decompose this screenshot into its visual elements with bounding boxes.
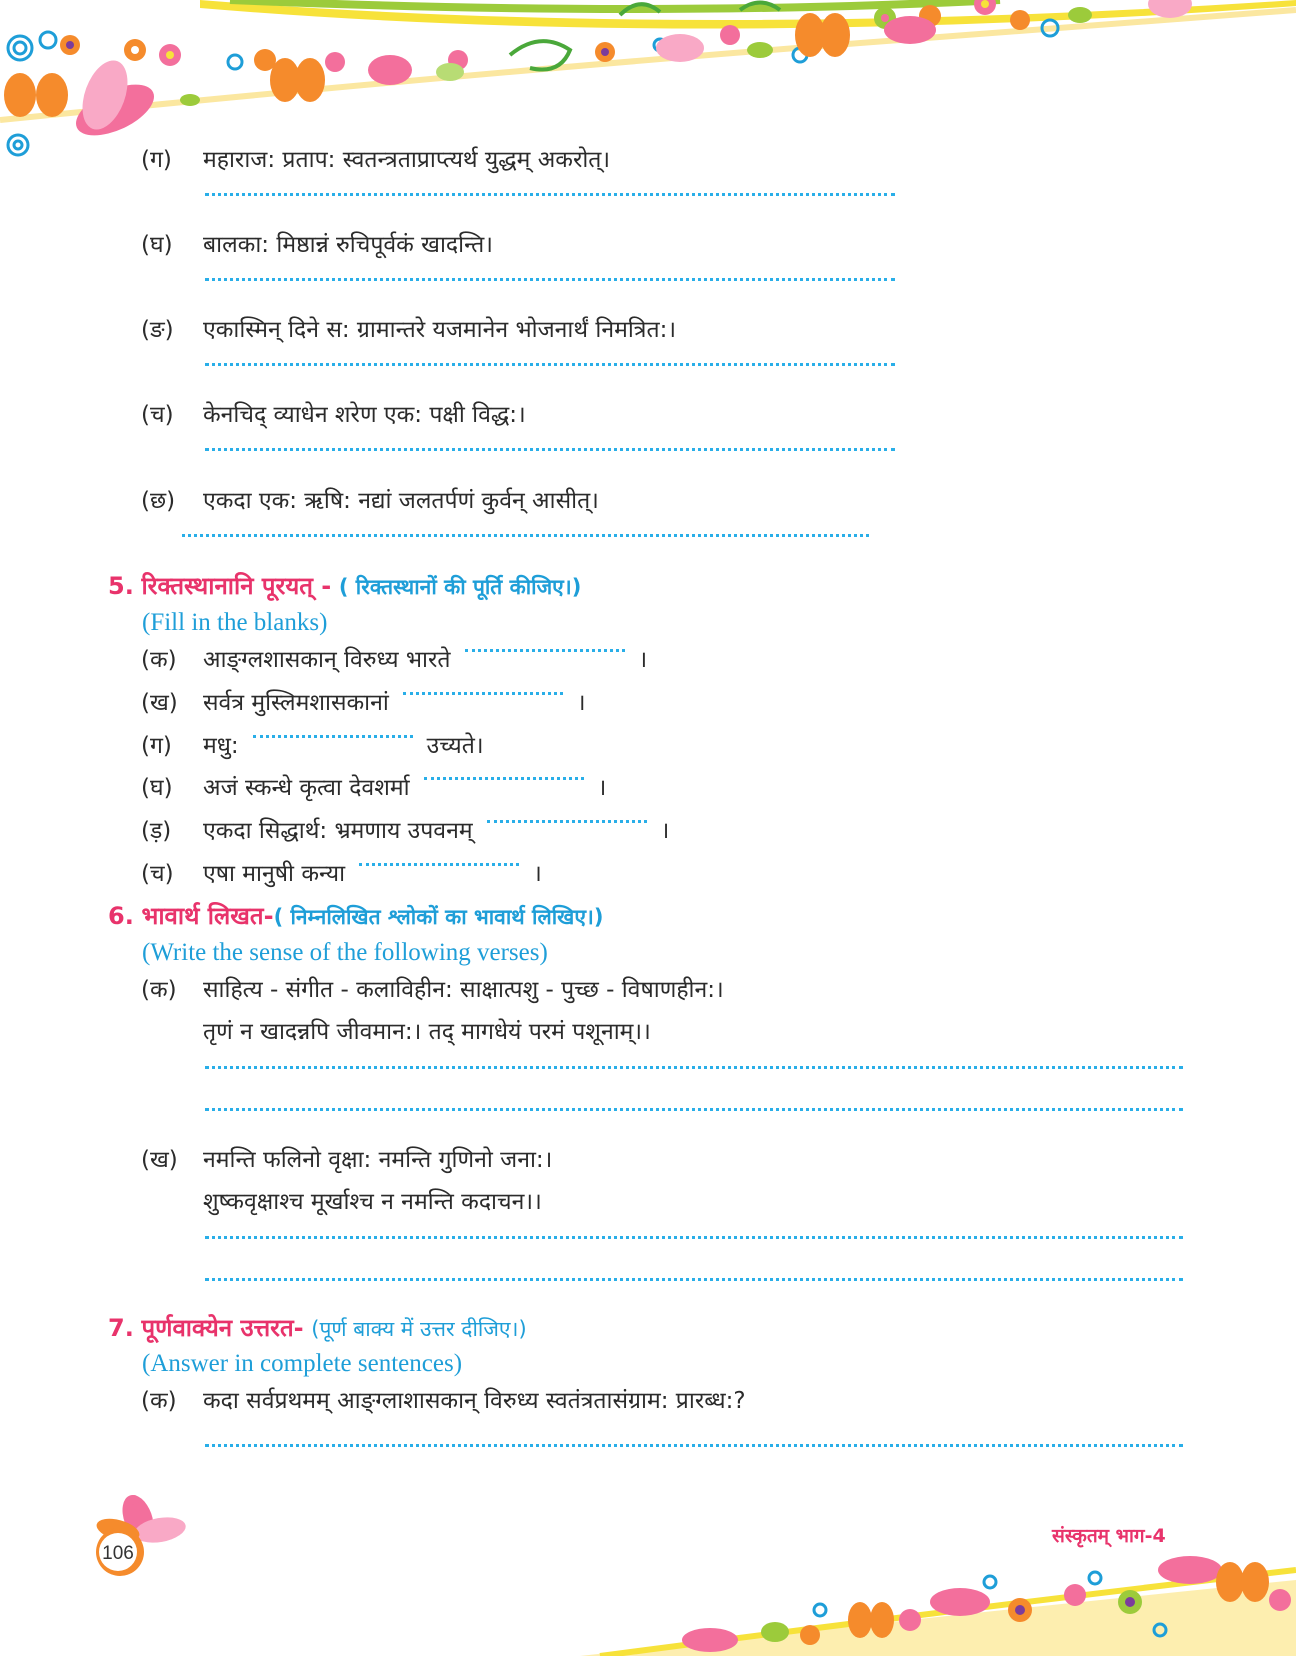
item-number: (क): [141, 647, 177, 673]
verse-line-1: नमन्ति फलिनो वृक्षा: नमन्ति गुणिनो जना:।: [203, 1147, 553, 1173]
page-number: 106: [102, 1543, 134, 1564]
section-hint: ( निम्नलिखित श्लोकों का भावार्थ लिखिए।): [273, 905, 604, 929]
book-title: संस्कृतम् भाग-4: [1052, 1525, 1166, 1547]
item-number: (च): [141, 861, 174, 887]
item-text-before: मधु:: [203, 733, 239, 759]
item-number: (ख): [141, 1147, 178, 1173]
verse-line-2: शुष्कवृक्षाश्च मूर्खाश्च न नमन्ति कदाचन।।: [203, 1189, 542, 1215]
item-number: (च): [141, 402, 174, 428]
verse-line-2: तृणं न खादन्नपि जीवमान:। तद् मागधेयं परमं पशूनाम्।।: [203, 1019, 651, 1045]
blank-line[interactable]: [359, 863, 519, 866]
item-text-before: एकदा सिद्धार्थ: भ्रमणाय उपवनम्: [203, 818, 473, 844]
item-text: केनचिद् व्याधेन शरेण एक: पक्षी विद्ध:।: [203, 402, 526, 428]
item-number: (ख): [141, 690, 178, 716]
item-number: (ग): [141, 147, 172, 173]
item-text: एकास्मिन् दिने स: ग्रामान्तरे यजमानेन भोजनार्थं निमत्रित:।: [203, 317, 677, 343]
answer-line[interactable]: [205, 1278, 1183, 1281]
section-number: 7.: [108, 1314, 134, 1342]
fill-blank-item: [141, 687, 586, 719]
item-number: (घ): [141, 232, 173, 258]
item-text-before: सर्वत्र मुस्लिमशासकानां: [203, 690, 389, 716]
section-hint: ( रिक्तस्थानों की पूर्ति कीजिए।): [338, 575, 582, 599]
item-text-after: ।: [660, 818, 670, 844]
fill-blank-item: [141, 644, 647, 676]
item-text-after: ।: [533, 861, 542, 887]
answer-line[interactable]: [205, 1444, 1183, 1447]
answer-line[interactable]: [205, 278, 895, 281]
item-number: (ग): [141, 733, 172, 759]
answer-line[interactable]: [182, 534, 869, 537]
section-6-heading: [108, 900, 603, 933]
item-text-before: एषा मानुषी कन्या: [203, 861, 346, 887]
item-number: (ड़): [141, 818, 172, 844]
section-6-english: (Write the sense of the following verses): [142, 939, 548, 966]
answer-line[interactable]: [205, 193, 895, 196]
section-number: 6.: [108, 902, 134, 930]
answer-line[interactable]: [205, 1236, 1183, 1239]
blank-line[interactable]: [465, 649, 625, 652]
section-title: भावार्थ लिखत-: [141, 902, 274, 930]
item-number: (छ): [141, 488, 176, 514]
verse-line-1: साहित्य - संगीत - कलाविहीन: साक्षात्पशु - पुच्छ - विषाणहीन:।: [203, 977, 724, 1003]
item-text-after: ।: [638, 647, 648, 673]
item-number: (क): [141, 1388, 177, 1414]
question-text: कदा सर्वप्रथमम् आङ्ग्लाशासकान् विरुध्य स्वतंत्रतासंग्राम: प्रारब्ध:?: [203, 1388, 746, 1414]
item-text: महाराज: प्रताप: स्वतन्त्रताप्राप्त्यर्थ युद्धम् अकरोत्।: [203, 147, 611, 173]
item-text: बालका: मिष्ठान्नं रुचिपूर्वकं खादन्ति।: [203, 232, 493, 258]
blank-line[interactable]: [424, 777, 584, 780]
answer-line[interactable]: [205, 448, 895, 451]
answer-line[interactable]: [205, 1108, 1183, 1111]
section-7-english: (Answer in complete sentences): [142, 1350, 463, 1377]
item-text-after: उच्यते।: [426, 733, 484, 759]
section-number: 5.: [108, 572, 134, 600]
section-5-heading: [108, 570, 581, 603]
blank-line[interactable]: [403, 692, 563, 695]
bottom-floral-border: [0, 1540, 1296, 1656]
section-title: रिक्तस्थानानि पूरयत् -: [141, 572, 332, 600]
item-number: (क): [141, 977, 177, 1003]
section-5-english: (Fill in the blanks): [142, 609, 328, 636]
item-text-before: अजं स्कन्धे कृत्वा देवशर्मा: [203, 775, 410, 801]
item-text-before: आङ्ग्लशासकान् विरुध्य भारते: [203, 647, 451, 673]
item-text: एकदा एक: ऋषि: नद्यां जलतर्पणं कुर्वन् आसीत्।: [203, 488, 599, 514]
fill-blank-item: [141, 858, 542, 890]
item-text-after: ।: [576, 690, 586, 716]
answer-line[interactable]: [205, 363, 895, 366]
section-hint: (पूर्ण बाक्य में उत्तर दीजिए।): [311, 1317, 527, 1341]
item-number: (घ): [141, 775, 173, 801]
blank-line[interactable]: [487, 820, 647, 823]
fill-blank-item: [141, 772, 606, 804]
item-number: (ङ): [141, 317, 174, 343]
section-7-heading: [108, 1312, 527, 1345]
fill-blank-item: [141, 815, 669, 847]
answer-line[interactable]: [205, 1066, 1183, 1069]
item-text-after: ।: [597, 775, 607, 801]
section-title: पूर्णवाक्येन उत्तरत-: [141, 1314, 304, 1342]
blank-line[interactable]: [253, 735, 413, 738]
fill-blank-item: [141, 730, 484, 762]
